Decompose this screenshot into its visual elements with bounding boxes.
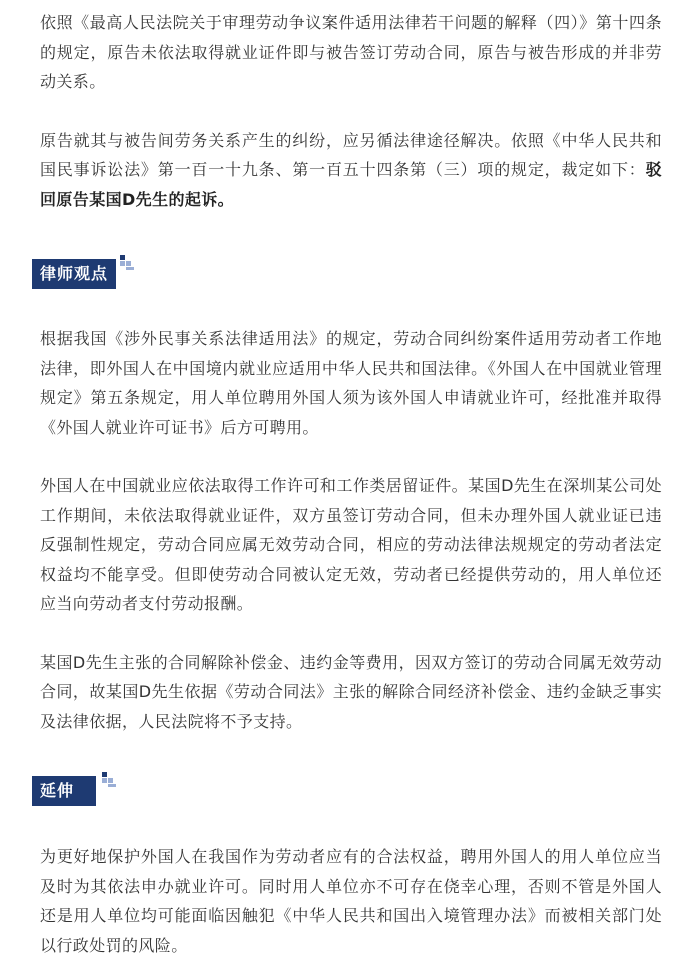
paragraph-work-permit: 外国人在中国就业应依法取得工作许可和工作类居留证件。某国D先生在深圳某公司处工作期间，未依法取得就业证件，双方虽签订劳动合同，但未办理外国人就业证已违反强制性规定，劳动合同应属无效劳动合同，相应的劳动法律法规规定的劳动者法定权益均不能享受。但即使劳动合同被认定无效，劳动者已经提供劳动的，用人单位还应当向劳动者支付劳动报酬。 (40, 476, 662, 613)
paragraph-applicable-law: 根据我国《涉外民事关系法律适用法》的规定，劳动合同纠纷案件适用劳动者工作地法律，即外国人在中国境内就业应适用中华人民共和国法律。《外国人在中国就业管理规定》第五条规定，用人单位聘用外国人须为该外国人申请就业许可，经批准并取得《外国人就业许可证书》后方可聘用。 (40, 329, 662, 437)
paragraph-recommendation: 为更好地保护外国人在我国作为劳动者应有的合法权益，聘用外国人的用人单位应当及时为其依法申办就业许可。同时用人单位亦不可存在侥幸心理，否则不管是外国人还是用人单位均可能面临因触犯《中华人民共和国出入境管理办法》而被相关部门处以行政处罚的风险。 (40, 847, 662, 955)
paragraph-ruling-text: 原告就其与被告间劳务关系产生的纠纷，应另循法律途径解决。依照《中华人民共和国民事诉讼法》第一百一十九条、第一百五十四条第（三）项的规定，裁定如下： (40, 130, 662, 179)
article-body (40, 8, 662, 960)
paragraph-ruling (40, 126, 662, 215)
paragraph-ruling-basis: 依照《最高人民法院关于审理劳动争议案件适用法律若干问题的解释（四）》第十四条的规定，原告未依法取得就业证件即与被告签订劳动合同，原告与被告形成的并非劳动关系。 (40, 13, 662, 91)
section-heading-lawyer-view (40, 259, 662, 289)
paragraph-compensation: 某国D先生主张的合同解除补偿金、违约金等费用，因双方签订的劳动合同属无效劳动合同，故某国D先生依据《劳动合同法》主张的解除合同经济补偿金、违约金缺乏事实及法律依据，人民法院将不予支持。 (40, 652, 662, 731)
corner-decoration-icon (102, 772, 116, 788)
section-heading-label: 律师观点 (32, 259, 116, 289)
corner-decoration-icon (120, 255, 134, 271)
section-heading-label: 延伸 (32, 776, 96, 806)
ruling-decision: 驳回原告某国D先生的起诉。 (40, 160, 662, 209)
section-heading-extension (40, 776, 662, 806)
